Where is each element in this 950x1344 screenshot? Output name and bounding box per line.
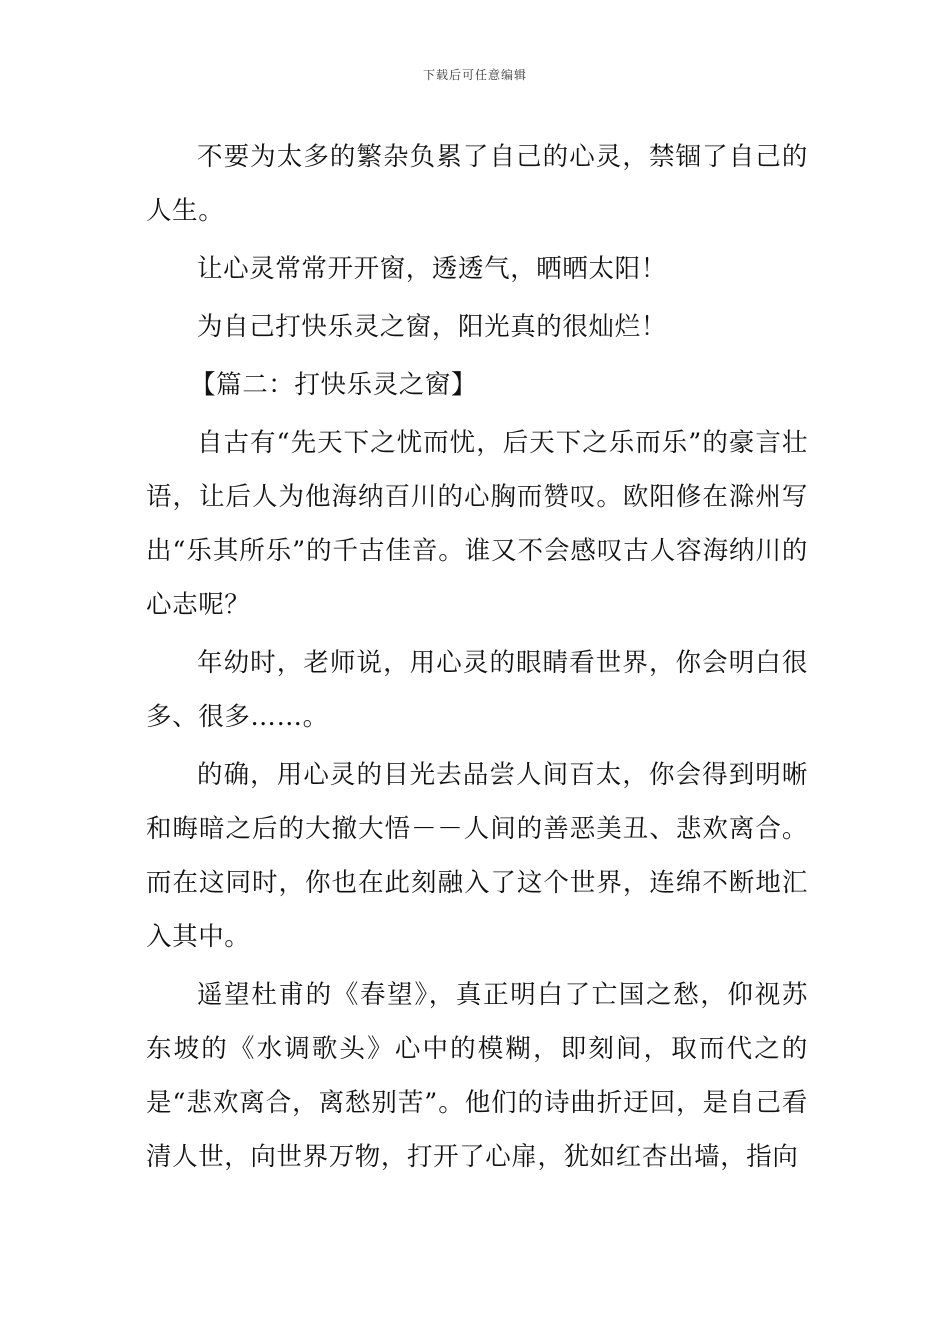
paragraph: 年幼时，老师说，用心灵的眼睛看世界，你会明白很多、很多……。 [146, 648, 808, 732]
paragraph: 为自己打快乐灵之窗，阳光真的很灿烂！ [197, 312, 667, 342]
paragraph: 不要为太多的繁杂负累了自己的心灵，禁锢了自己的人生。 [146, 142, 808, 226]
paragraph: 遥望杜甫的《春望》，真正明白了亡国之愁，仰视苏东坡的《水调歌头》心中的模糊，即刻间，取而代之的是“悲欢离合，离愁别苦”。他们的诗曲折迂回，是自己看清人世，向世界万物，打开了心扉，犹如红杏出墙，指向 [146, 980, 808, 1172]
document-body [146, 130, 808, 1184]
section-heading: 【篇二：打快乐灵之窗】 [190, 370, 478, 400]
paragraph: 自古有“先天下之忧而忧，后天下之乐而乐”的豪言壮语，让后人为他海纳百川的心胸而赞叹。欧阳修在滁州写出“乐其所乐”的千古佳音。谁又不会感叹古人容海纳川的心志呢？ [146, 428, 808, 620]
paragraph: 让心灵常常开开窗，透透气，晒晒太阳！ [197, 254, 667, 284]
page-header: 下载后可任意编辑 [422, 68, 527, 82]
paragraph: 的确，用心灵的目光去品尝人间百太，你会得到明晰和晦暗之后的大撤大悟－－人间的善恶美丑、悲欢离合。而在这同时，你也在此刻融入了这个世界，连绵不断地汇入其中。 [146, 760, 808, 952]
